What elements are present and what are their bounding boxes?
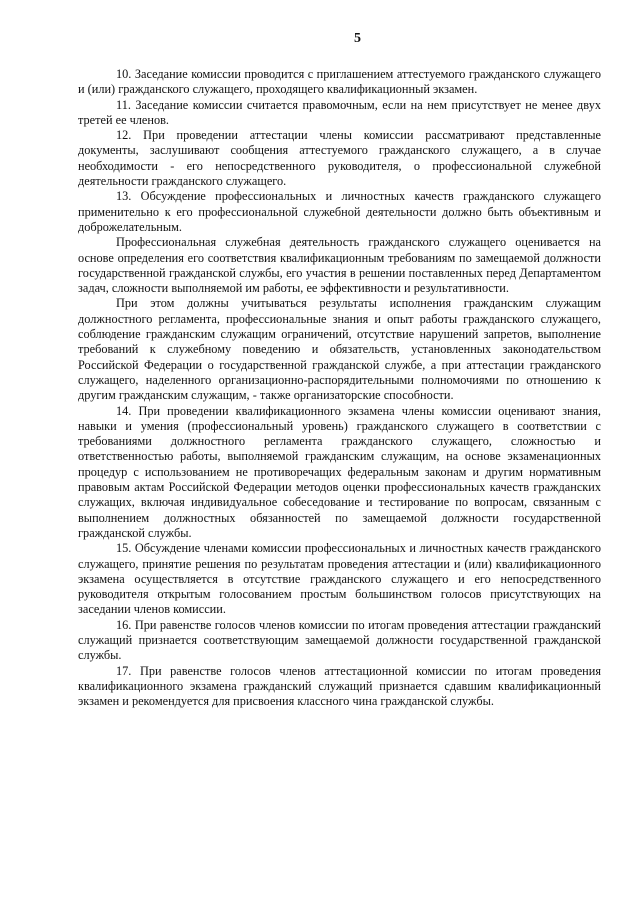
page-number: 5 [354, 31, 361, 46]
paragraph-14: 14. При проведении квалификационного экзамена члены комиссии оценивают знания, навыки и умения (профессиональный уровень) гражданского служащего в соответствии с требованиями должностного регламента гражданского служащего, сложностью и ответственностью работы, выполняемой гражданским служащим, на основе экзаменационных процедур с использованием не противоречащих федеральным законам и другим нормативным правовым актам Российской Федерации методов оценки профессиональных качеств гражданских служащих, включая индивидуальное собеседование и тестирование по вопросам, связанным с выполнением должностных обязанностей по замещаемой должности государственной гражданской службы. [78, 403, 601, 540]
document-page [78, 30, 601, 709]
paragraph-10: 10. Заседание комиссии проводится с приглашением аттестуемого гражданского служащего и (или) гражданского служащего, проходящего квалификационный экзамен. [78, 67, 601, 97]
paragraph-15: 15. Обсуждение членами комиссии профессиональных и личностных качеств гражданского служащего, принятие решения по результатам проведения аттестации и (или) квалификационного экзамена осуществляется в отсутствие гражданского служащего и его непосредственного руководителя открытым голосованием простым большинством голосов присутствующих на заседании членов комиссии. [78, 541, 601, 617]
paragraph-17: 17. При равенстве голосов членов аттестационной комиссии по итогам проведения квалификационного экзамена гражданский служащий признается сдавшим квалификационный экзамен и рекомендуется для присвоения классного чина гражданской службы. [78, 663, 601, 709]
paragraph-13-considerations: При этом должны учитываться результаты исполнения гражданским служащим должностного регламента, профессиональные знания и опыт работы гражданского служащего, соблюдение гражданским служащим ограничений, отсутствие нарушений запретов, выполнение требований к служебному поведению и обязательств, установленных законодательством Российской Федерации о государственной гражданской службе, а при аттестации гражданского служащего, наделенного организационно-распорядительными полномочиями по отношению к другим гражданским служащим, - также организаторские способности. [78, 296, 601, 403]
paragraph-13: 13. Обсуждение профессиональных и личностных качеств гражданского служащего применительно к его профессиональной служебной деятельности должно быть объективным и доброжелательным. [78, 189, 601, 234]
paragraph-16: 16. При равенстве голосов членов комиссии по итогам проведения аттестации гражданский служащий признается соответствующим замещаемой должности государственной гражданской службы. [78, 617, 601, 663]
paragraph-13-professional-activity: Профессиональная служебная деятельность гражданского служащего оценивается на основе определения его соответствия квалификационным требованиям по замещаемой должности государственной гражданской службы, его участия в решении поставленных перед Департаментом задач, сложности выполняемой им работы, ее эффективности и результативности. [78, 235, 601, 296]
paragraph-12: 12. При проведении аттестации члены комиссии рассматривают представленные документы, заслушивают сообщения аттестуемого гражданского служащего, а в случае необходимости - его непосредственного руководителя, о профессиональной служебной деятельности гражданского служащего. [78, 128, 601, 189]
paragraph-11: 11. Заседание комиссии считается правомочным, если на нем присутствует не менее двух третей ее членов. [78, 97, 601, 127]
